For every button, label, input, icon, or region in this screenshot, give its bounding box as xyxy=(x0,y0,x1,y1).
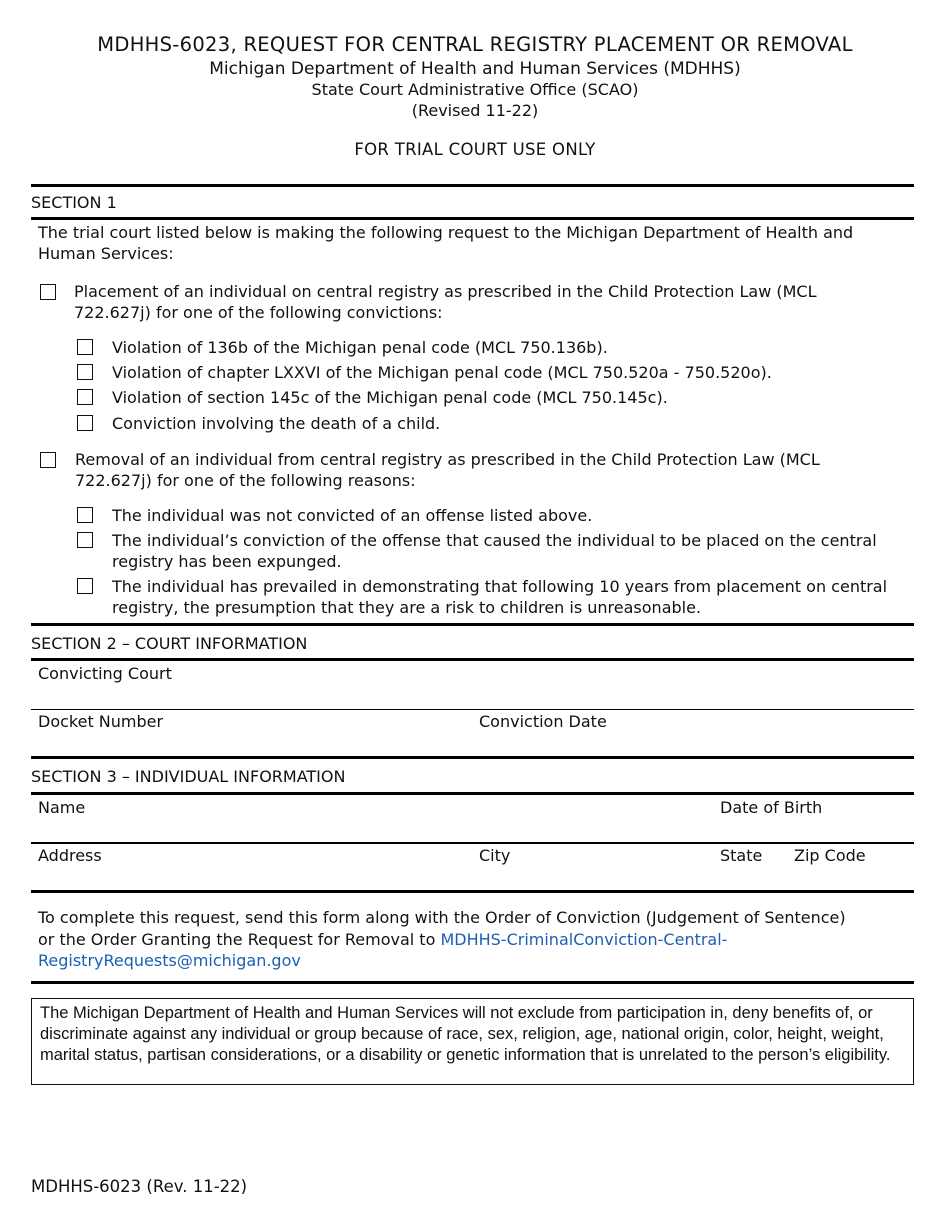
placement-option-death-label: Conviction involving the death of a child. xyxy=(112,414,441,433)
trial-court-use-label: FOR TRIAL COURT USE ONLY xyxy=(354,140,596,159)
removal-option-prevailed-line2: registry, the presumption that they are a risk to children is unreasonable. xyxy=(112,598,702,617)
form-title: MDHHS-6023, REQUEST FOR CENTRAL REGISTRY PLACEMENT OR REMOVAL xyxy=(97,33,853,56)
removal-option-not-convicted-checkbox[interactable] xyxy=(77,507,93,523)
footer-form-number: MDHHS-6023 (Rev. 11-22) xyxy=(31,1177,248,1196)
placement-label-line1: Placement of an individual on central registry as prescribed in the Child Protection Law (MCL xyxy=(74,282,817,301)
instructions-line1: To complete this request, send this form along with the Order of Conviction (Judgement of Sentence) xyxy=(38,908,846,927)
placement-label-line2: 722.627j) for one of the following convictions: xyxy=(74,303,443,322)
removal-checkbox[interactable] xyxy=(40,452,56,468)
section3-heading: SECTION 3 – INDIVIDUAL INFORMATION xyxy=(31,767,346,786)
removal-label-line2: 722.627j) for one of the following reasons: xyxy=(75,471,416,490)
section2-top-rule xyxy=(31,623,914,626)
section3-heading-rule xyxy=(31,792,914,795)
convicting-court-label[interactable]: Convicting Court xyxy=(38,664,172,683)
section1-top-rule xyxy=(31,184,914,187)
removal-option-prevailed-checkbox[interactable] xyxy=(77,578,93,594)
removal-option-not-convicted-label: The individual was not convicted of an offense listed above. xyxy=(112,506,593,525)
date-of-birth-label[interactable]: Date of Birth xyxy=(720,798,823,817)
removal-label-line1: Removal of an individual from central registry as prescribed in the Child Protection Law (MCL xyxy=(75,450,820,469)
instructions-bottom-rule xyxy=(31,981,914,984)
placement-option-145c-label: Violation of section 145c of the Michigan penal code (MCL 750.145c). xyxy=(112,388,668,407)
section3-top-rule xyxy=(31,756,914,759)
address-label[interactable]: Address xyxy=(38,846,102,865)
placement-option-lxxvi-checkbox[interactable] xyxy=(77,364,93,380)
email-link-part2[interactable]: RegistryRequests@michigan.gov xyxy=(38,951,301,970)
department-name: Michigan Department of Health and Human Services (MDHHS) xyxy=(209,59,741,79)
state-label[interactable]: State xyxy=(720,846,763,865)
removal-option-expunged-line1: The individual’s conviction of the offense that caused the individual to be placed on the central xyxy=(112,531,877,550)
city-label[interactable]: City xyxy=(479,846,511,865)
placement-option-136b-label: Violation of 136b of the Michigan penal code (MCL 750.136b). xyxy=(112,338,608,357)
name-label[interactable]: Name xyxy=(38,798,86,817)
section1-heading: SECTION 1 xyxy=(31,193,117,212)
section2-heading-rule xyxy=(31,658,914,661)
placement-option-death-checkbox[interactable] xyxy=(77,415,93,431)
zip-code-label[interactable]: Zip Code xyxy=(794,846,866,865)
instructions-line2 xyxy=(38,929,727,950)
placement-checkbox[interactable] xyxy=(40,284,56,300)
removal-option-prevailed-line1: The individual has prevailed in demonstrating that following 10 years from placement on central xyxy=(112,577,888,596)
email-link-part1[interactable]: MDHHS-CriminalConviction-Central- xyxy=(440,930,728,949)
docket-number-label[interactable]: Docket Number xyxy=(38,712,164,731)
convicting-court-rule xyxy=(31,709,914,710)
revision-label: (Revised 11-22) xyxy=(411,101,539,120)
office-name: State Court Administrative Office (SCAO) xyxy=(311,80,639,99)
placement-option-136b-checkbox[interactable] xyxy=(77,339,93,355)
removal-option-expunged-checkbox[interactable] xyxy=(77,532,93,548)
placement-option-145c-checkbox[interactable] xyxy=(77,389,93,405)
section1-intro-line1: The trial court listed below is making the following request to the Michigan Department of Health and xyxy=(38,223,854,242)
section2-heading: SECTION 2 – COURT INFORMATION xyxy=(31,634,308,653)
instructions-line2-text: or the Order Granting the Request for Removal to xyxy=(38,930,441,949)
placement-option-lxxvi-label: Violation of chapter LXXVI of the Michigan penal code (MCL 750.520a - 750.520o). xyxy=(112,363,772,382)
name-row-rule xyxy=(31,842,914,844)
section1-intro-line2: Human Services: xyxy=(38,244,174,263)
removal-option-expunged-line2: registry has been expunged. xyxy=(112,552,342,571)
section3-bottom-rule xyxy=(31,890,914,893)
non-discrimination-notice: The Michigan Department of Health and Human Services will not exclude from participation in, deny benefits of, or discriminate against any individual or group because of race, sex, religion, age, national origin, color, height, weight, marital status, partisan considerations, or a disability or genetic information that is unrelated to the person’s eligibility. xyxy=(31,998,914,1085)
section1-heading-rule xyxy=(31,217,914,220)
conviction-date-label[interactable]: Conviction Date xyxy=(479,712,607,731)
